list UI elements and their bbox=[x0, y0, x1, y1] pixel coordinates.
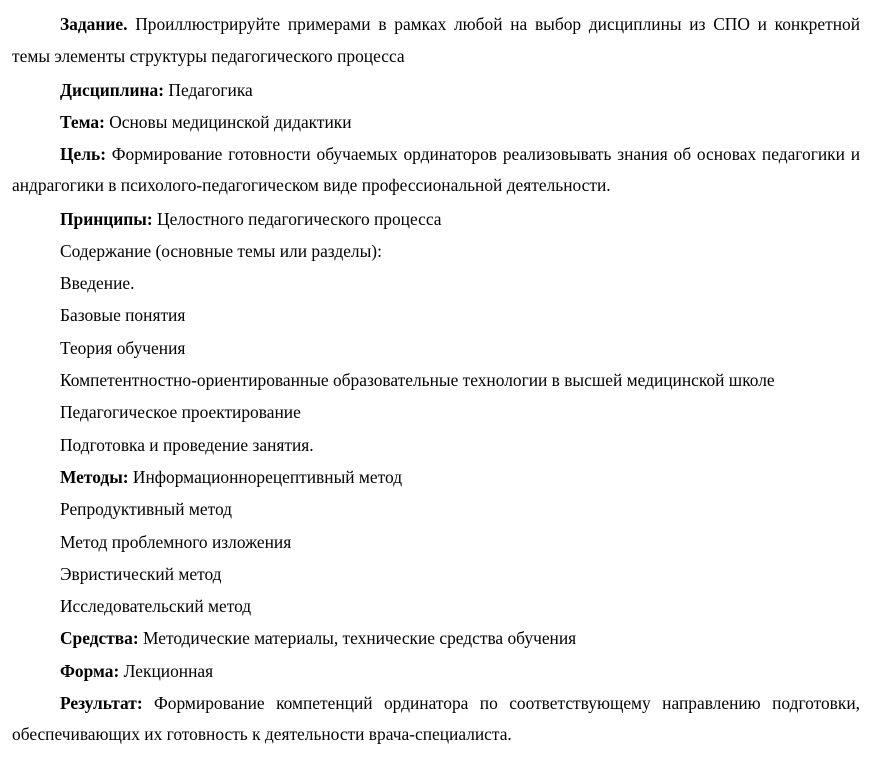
task-text: Проиллюстрируйте примерами в рамках любой на выбор дисциплины из СПО и конкретной темы элементы структуры педагогического процесса bbox=[12, 14, 860, 66]
form-value: Лекционная bbox=[119, 660, 214, 681]
goal-value: Формирование готовности обучаемых ординаторов реализовывать знания об основах педагогики и андрагогики в психолого-педагогическом виде профессиональной деятельности. bbox=[12, 143, 860, 195]
means-label: Средства: bbox=[60, 628, 139, 649]
topic-line bbox=[12, 106, 860, 138]
form-label: Форма: bbox=[60, 660, 120, 681]
method-item: Эвристический метод bbox=[60, 563, 222, 584]
methods-label: Методы: bbox=[60, 466, 129, 487]
topic-label: Тема: bbox=[60, 112, 105, 133]
document-body bbox=[12, 9, 860, 750]
content-item: Компетентностно-ориентированные образовательные технологии в высшей медицинской школе bbox=[60, 370, 775, 391]
task-label: Задание. bbox=[60, 14, 128, 34]
content-item: Базовые понятия bbox=[60, 305, 186, 326]
result-value: Формирование компетенций ординатора по соответствующему направлению подготовки, обеспечивающих их готовность к деятельности врача-специалиста. bbox=[12, 693, 860, 745]
means-line bbox=[12, 622, 860, 654]
methods-first: Информационнорецептивный метод bbox=[128, 466, 403, 487]
discipline-value: Педагогика bbox=[164, 80, 253, 100]
discipline-line bbox=[12, 74, 860, 106]
principles-value: Целостного педагогического процесса bbox=[152, 208, 442, 229]
means-value: Методические материалы, технические средства обучения bbox=[138, 628, 577, 649]
principles-label: Принципы: bbox=[60, 208, 153, 229]
task-paragraph bbox=[12, 9, 860, 72]
principles-line bbox=[12, 203, 860, 235]
content-item: Теория обучения bbox=[60, 337, 186, 358]
content-heading: Содержание (основные темы или разделы): bbox=[60, 240, 382, 261]
result-label: Результат: bbox=[60, 693, 143, 714]
content-item: Подготовка и проведение занятия. bbox=[60, 434, 314, 455]
form-line bbox=[12, 655, 860, 687]
method-item: Метод проблемного изложения bbox=[60, 531, 292, 552]
method-item: Исследовательский метод bbox=[60, 596, 252, 617]
goal-label: Цель: bbox=[60, 143, 106, 164]
method-item: Репродуктивный метод bbox=[60, 499, 233, 520]
content-item: Педагогическое проектирование bbox=[60, 402, 301, 423]
result-paragraph bbox=[12, 688, 860, 750]
goal-paragraph bbox=[12, 139, 860, 201]
topic-value: Основы медицинской дидактики bbox=[104, 112, 352, 133]
content-item: Введение. bbox=[60, 273, 135, 294]
discipline-label: Дисциплина: bbox=[60, 80, 165, 100]
methods-line bbox=[12, 461, 860, 493]
